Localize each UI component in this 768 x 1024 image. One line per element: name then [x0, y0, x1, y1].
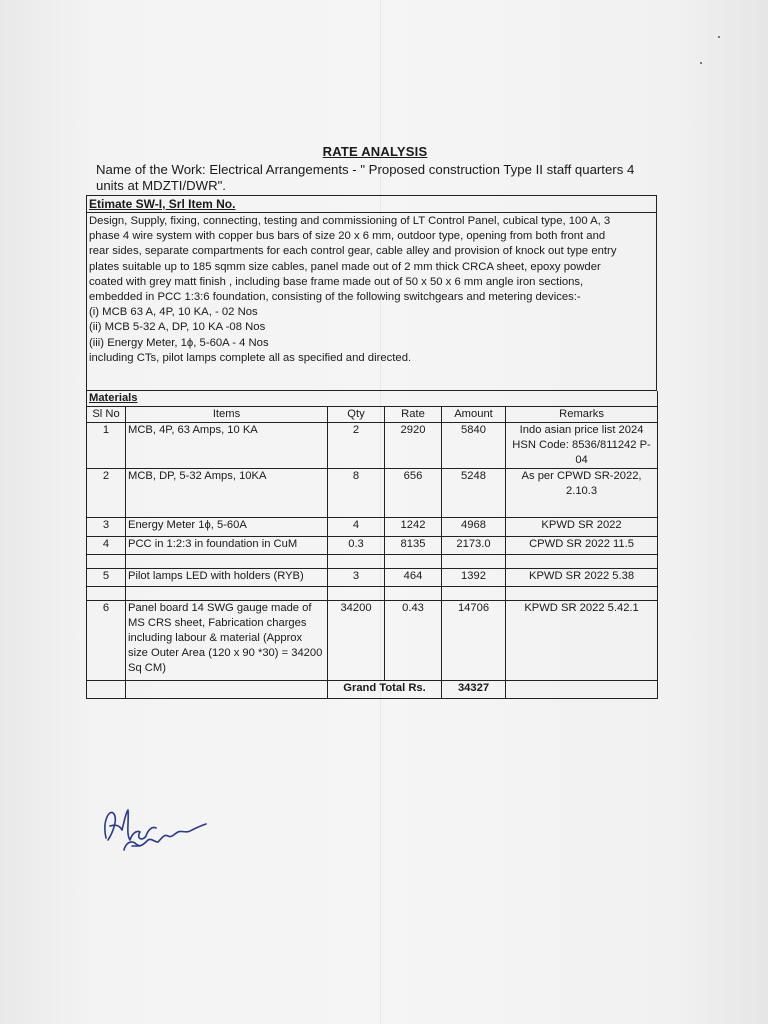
table-header-row — [87, 407, 658, 423]
amount-cell: 5840 — [442, 423, 506, 469]
sl-no-cell: 3 — [87, 518, 126, 537]
item-cell: MCB, 4P, 63 Amps, 10 KA — [126, 423, 328, 469]
column-header: Sl No — [87, 407, 126, 423]
remarks-cell: KPWD SR 2022 5.38 — [506, 569, 658, 587]
column-header: Remarks — [506, 407, 658, 423]
description-line: (ii) MCB 5-32 A, DP, 10 KA -08 Nos — [89, 321, 266, 334]
column-header: Qty — [328, 407, 385, 423]
table-spacer-row — [87, 555, 658, 569]
column-header: Rate — [385, 407, 442, 423]
amount-cell: 4968 — [442, 518, 506, 537]
grand-total-label: Grand Total Rs. — [328, 681, 442, 699]
remarks-cell: KPWD SR 2022 — [506, 518, 658, 537]
estimate-heading: Etimate SW-I, Srl Item No. — [87, 196, 656, 213]
scan-speck — [718, 36, 720, 38]
description-line: phase 4 wire system with copper bus bars of size 20 x 6 mm, outdoor type, opening from both front and — [89, 230, 606, 243]
sl-no-cell: 6 — [87, 601, 126, 681]
materials-heading-row — [87, 391, 658, 407]
sl-no-cell: 4 — [87, 537, 126, 555]
item-cell: MCB, DP, 5-32 Amps, 10KA — [126, 469, 328, 518]
work-name — [96, 162, 656, 194]
amount-cell: 2173.0 — [442, 537, 506, 555]
work-name-line-1: Name of the Work: Electrical Arrangements - " Proposed construction Type II staff quarters 4 — [96, 162, 635, 177]
rate-cell: 1242 — [385, 518, 442, 537]
table-row — [87, 469, 658, 518]
table-spacer-row — [87, 587, 658, 601]
sl-no-cell: 1 — [87, 423, 126, 469]
sl-no-cell: 5 — [87, 569, 126, 587]
table-row — [87, 423, 658, 469]
item-cell: Energy Meter 1ϕ, 5-60A — [126, 518, 328, 537]
materials-heading: Materials — [89, 392, 138, 404]
table-row — [87, 537, 658, 555]
table-row — [87, 601, 658, 681]
item-cell: Pilot lamps LED with holders (RYB) — [126, 569, 328, 587]
qty-cell: 3 — [328, 569, 385, 587]
grand-total-row — [87, 681, 658, 699]
table-row — [87, 569, 658, 587]
amount-cell: 14706 — [442, 601, 506, 681]
work-name-line-2: units at MDZTI/DWR". — [96, 178, 226, 193]
column-header: Items — [126, 407, 328, 423]
item-cell: Panel board 14 SWG gauge made of MS CRS sheet, Fabrication charges including labour & material (Approx size Outer Area (120 x 90 *30) = 34200 Sq CM) — [126, 601, 328, 681]
qty-cell: 0.3 — [328, 537, 385, 555]
materials-table — [86, 391, 658, 699]
amount-cell: 5248 — [442, 469, 506, 518]
rate-cell: 656 — [385, 469, 442, 518]
description-line: including CTs, pilot lamps complete all as specified and directed. — [89, 351, 412, 364]
grand-total-value: 34327 — [442, 681, 506, 699]
description-line: embedded in PCC 1:3:6 foundation, consisting of the following switchgears and metering devices:- — [89, 291, 581, 304]
scan-speck — [700, 62, 702, 64]
document-title: RATE ANALYSIS — [322, 144, 428, 159]
column-header: Amount — [442, 407, 506, 423]
description-line: plates suitable up to 185 sqmm size cables, panel made out of 2 mm thick CRCA sheet, epoxy powder — [89, 260, 601, 273]
qty-cell: 4 — [328, 518, 385, 537]
description-line: coated with grey matt finish , including base frame made out of 50 x 50 x 6 mm angle iron sections, — [89, 275, 584, 288]
qty-cell: 8 — [328, 469, 385, 518]
rate-cell: 2920 — [385, 423, 442, 469]
description-line: Design, Supply, fixing, connecting, testing and commissioning of LT Control Panel, cubical type, 100 A, 3 — [89, 215, 611, 227]
description-line: (iii) Energy Meter, 1ϕ, 5-60A - 4 Nos — [89, 336, 269, 349]
handwritten-signature — [96, 800, 226, 860]
remarks-cell: Indo asian price list 2024 HSN Code: 8536/811242 P- 04 — [506, 423, 658, 469]
qty-cell: 34200 — [328, 601, 385, 681]
item-description — [87, 213, 656, 366]
rate-cell: 464 — [385, 569, 442, 587]
amount-cell: 1392 — [442, 569, 506, 587]
qty-cell: 2 — [328, 423, 385, 469]
item-cell: PCC in 1:2:3 in foundation in CuM — [126, 537, 328, 555]
sl-no-cell: 2 — [87, 469, 126, 518]
remarks-cell: CPWD SR 2022 11.5 — [506, 537, 658, 555]
remarks-cell: As per CPWD SR-2022, 2.10.3 — [506, 469, 658, 518]
specification-box — [86, 195, 657, 391]
remarks-cell: KPWD SR 2022 5.42.1 — [506, 601, 658, 681]
description-line: rear sides, separate compartments for each control gear, cable alley and provision of knock out type entry — [89, 245, 617, 258]
table-row — [87, 518, 658, 537]
rate-cell: 8135 — [385, 537, 442, 555]
description-line: (i) MCB 63 A, 4P, 10 KA, - 02 Nos — [89, 306, 258, 319]
rate-cell: 0.43 — [385, 601, 442, 681]
